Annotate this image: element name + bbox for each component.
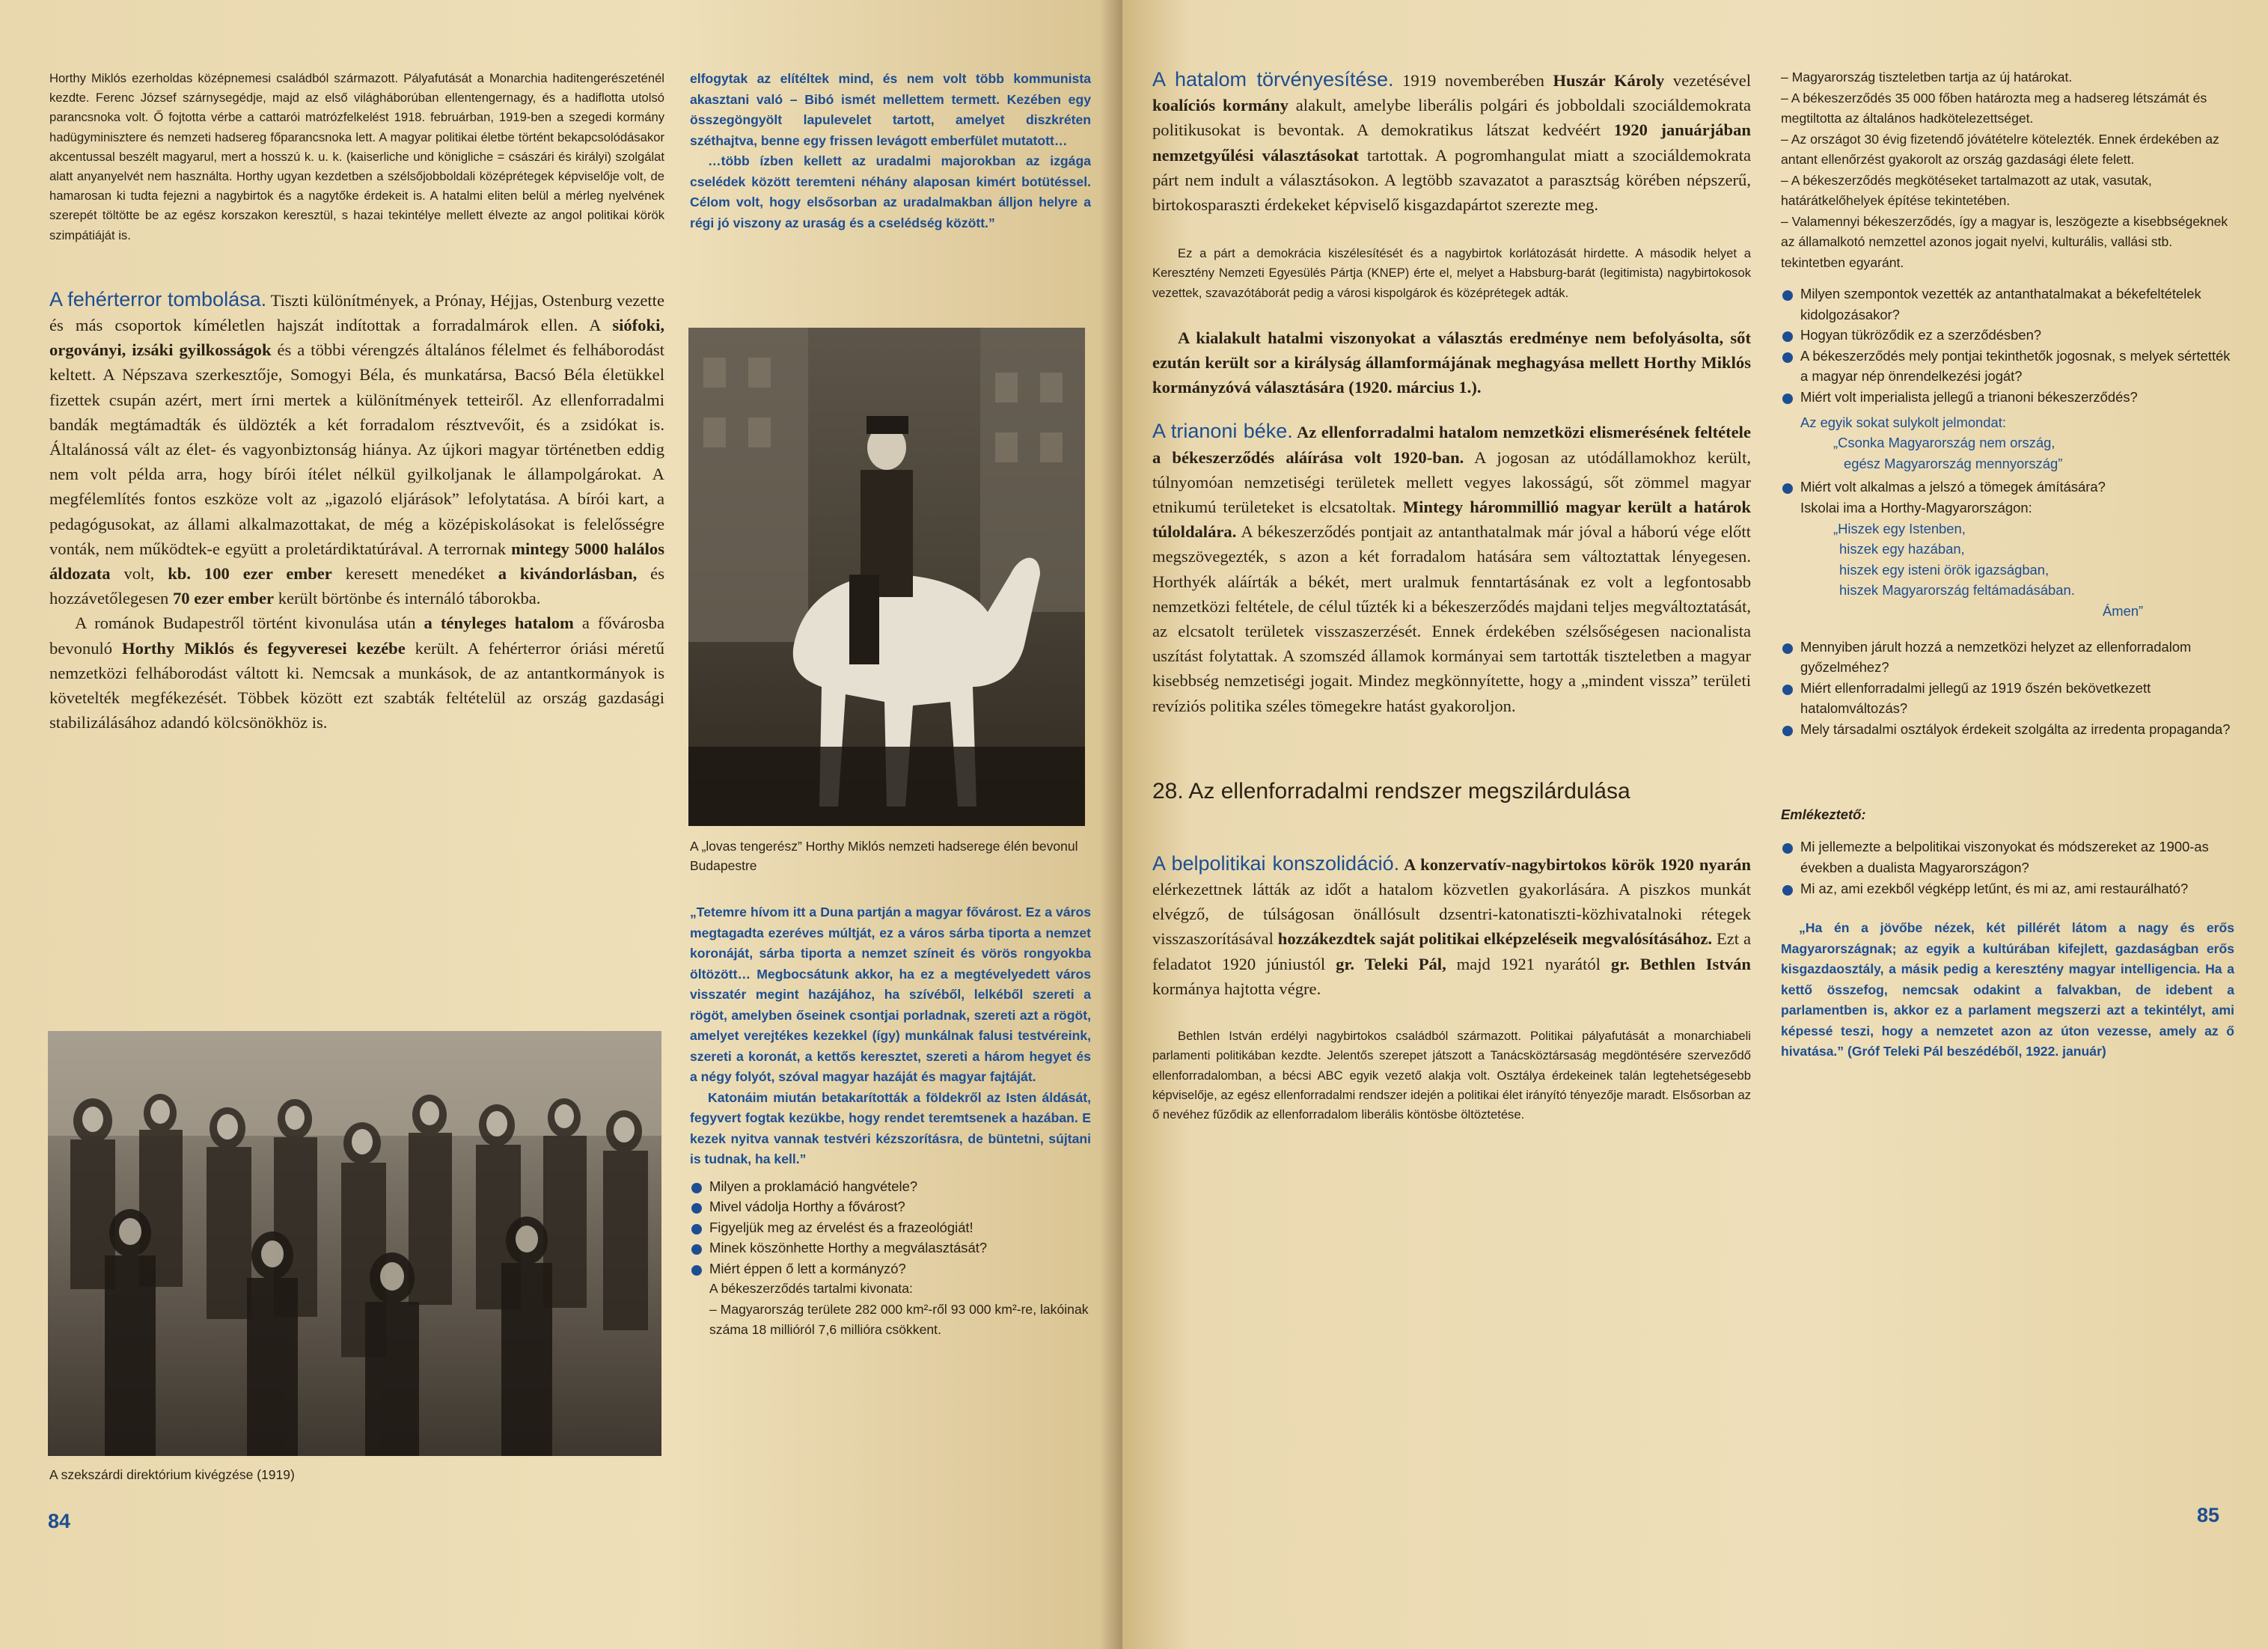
treaty-point: – Valamennyi békeszerződés, így a magyar is, leszögezte a kisebbségeknek az államalkotó nemzettel azonos jogait nyelvi, kulturális, vallási stb. tekintetben egyaránt. bbox=[1781, 213, 2228, 270]
bold-run: 1920 januárjában nemzetgyűlési választásokat bbox=[1152, 120, 1751, 165]
prayer-block bbox=[1781, 498, 2234, 622]
question-item: Mi jellemezte a belpolitikai viszonyokat és módszereket az 1900-as években a dualista Magyarországon? bbox=[1781, 836, 2234, 878]
right-side-column bbox=[1781, 67, 2234, 1062]
bold-run: A konzervatív-nagybirtokos körök 1920 nyarán bbox=[1399, 854, 1751, 874]
text-run: vezetésével bbox=[1664, 71, 1752, 90]
text-run: Tiszti különítmények, a Prónay, Héjjas, Ostenburg vezette és más csoportok kíméletlen hajszát indítottak a forradalmárok ellen. A bbox=[49, 290, 664, 335]
question-item: Hogyan tükröződik ez a szerződésben? bbox=[1781, 325, 2234, 346]
text-run: kormánya hajtotta végre. bbox=[1152, 979, 1321, 998]
bold-run: gr. Bethlen István bbox=[1610, 954, 1752, 973]
bold-run: kb. 100 ezer ember bbox=[168, 564, 332, 584]
bethlen-biography: Bethlen István erdélyi nagybirtokos családból származott. Politikai pályafutását a monarchiabeli parlamenti politikában kezdte. Jelentős szerepet játszott a Tanácsköztársaság megdöntésére szerveződő ellenforradalomban, a bécsi ABC egyik vezető alakja volt. Osztálya érdekeinek talán legtehetségesebb képviselője, az egész ellenforradalmi rendszer idején a politikai élet irányító tényezője maradt. Elsősorban az ő nevéhez fűződik az ellenforradalom liberális köntösbe öltöztetése. bbox=[1152, 1029, 1751, 1122]
bold-run: a tényleges hatalom bbox=[424, 614, 574, 633]
text-run: majd 1921 nyarától bbox=[1446, 954, 1611, 973]
prayer-amen: Ámen” bbox=[2103, 602, 2144, 619]
right-main-column bbox=[1152, 67, 1751, 1125]
bold-run: siófoki, orgoványi, izsáki gyilkosságok bbox=[49, 316, 664, 360]
question-item: Figyeljük meg az érvelést és a frazeológiát! bbox=[690, 1217, 1091, 1238]
page-number-left: 84 bbox=[48, 1510, 71, 1532]
text-run: A jogosan az utódállamokhoz került, túlnyomóan nemzetiségi területek mellett vegyes lakosságú, sőt zömmel magyar etnikumú területeket is elcsatoltak. bbox=[1152, 447, 1751, 517]
question-item: Mely társadalmi osztályok érdekeit szolgálta az irredenta propaganda? bbox=[1781, 719, 2234, 740]
reminder-title: Emlékeztető: bbox=[1781, 807, 1866, 823]
horthy-biography: Horthy Miklós ezerholdas középnemesi családból származott. Pályafutását a Monarchia haditengerészeténél kezdte. Ferenc József szárnysegédje, majd az első világháborúban ellentengernagy, és a hadiflotta utolsó parancsnoka volt. Ő fojtotta vérbe a cattarói matrózfelkelést 1918. februárban, 1919-ben a szegedi kormány hadügyminisztere és nemzeti hadsereg főparancsnoka lett. A magyar politikai életbe történt bekapcsolódásakor akcentussal beszélt magyarul, mert a hosszú k. u. k. (kaiserliche und königliche = császári és királyi) szolgálat alatt anyanyelvét nem használta. Horthy ugyan kezdetben a szélsőjobboldali középrétegek képviselője volt, de hamarosan ki tudta fejezni a nagybirtok és a nagytőke érdekeit is. A hatalmi eliten belül a mérleg nyelvének szerepét töltötte be az egész korszakon keresztül, s hazai tekintélye mellett élvezte az angol politikai körök szimpátiáját is. bbox=[49, 71, 664, 242]
question-list-3 bbox=[1781, 637, 2234, 740]
bold-run: gr. Teleki Pál, bbox=[1336, 954, 1446, 973]
slogan-block bbox=[1781, 412, 2234, 474]
text-run: került börtönbe és internáló táborokba. bbox=[274, 589, 541, 608]
prayer-intro: Iskolai ima a Horthy-Magyarországon: bbox=[1800, 499, 2032, 515]
horthy-speech: „Tetemre hívom itt a Duna partján a magyar fővárost. Ez a város megtagadta ezeréves múltját, ez a város sárba tiporta a nemzet koronáját, sárba tiporta a nemzet színeit és vörös rongyokba öltözött… Megbocsátunk akkor, ha ez a megtévelyedett város visszatér megint hazájához, ha szívéből, lelkéből szereti a rögöt, amelyben őseinek csontjai porladnak, szereti azt a rögöt, amelyet verejtékes kezekkel (így) munkálnak falusi testvéreink, szereti a koronát, a kettős keresztet, szereti a három hegyet és a négy folyót, szóval magyar hazáját és magyar fajtáját. bbox=[690, 905, 1091, 1084]
text-run: A románok Budapestről történt kivonulása után bbox=[75, 614, 424, 633]
bold-run: 70 ezer ember bbox=[172, 589, 275, 608]
slogan-line: egész Magyarország mennyország” bbox=[1844, 455, 2063, 471]
page-number-right: 85 bbox=[2197, 1504, 2220, 1526]
text-run: A békeszerződés pontjait az antanthatalmak már jóval a háború vége előtt megszövegezték, s azon a két forradalom hatására sem változtattak lényegesen. Horthyék aláírták a békét, mert uralmuk fenntartásának ez volt a legfontosabb nemzetközi feltétele, de célul tűzték ki a békeszerződés majdani teljes megváltoztatását, az elcsatolt területek visszaszerzését. Ennek érdekében szélsőségesen nacionalista uszítást folytattak. A szomszéd államok kormányai sem tartották tiszteletben a magyar kisebbség nemzetiségi jogait. Mindez megkönnyítette, hogy a „mindent vissza” területi revíziós politika széles tömegekre hatást gyakoroljon. bbox=[1152, 522, 1751, 715]
teleki-quote: „Ha én a jövőbe nézek, két pillérét látom a nagy és erős Magyarországnak; az egyik a kultúrában kifejlett, gazdaságban erős kisgazdaosztály, a másik pedig a keresztény magyar intelligencia. Ha a kettő összefog, nemcsak odakint a falvakban, de idebent a parlamentben is, akkor ez a parlament megszerzi azt a tekintélyt, ami képessé teszi, hogy a nemzetet azon az úton vezesse, amely az ő hivatása.” (Gróf Teleki Pál beszédéből, 1922. január) bbox=[1781, 920, 2234, 1059]
prayer-line: hiszek Magyarország feltámadásában. bbox=[1839, 582, 2075, 599]
kormanyzo-paragraph: A kialakult hatalmi viszonyokat a választás eredménye nem befolyásolta, sőt ezután került sor a királyság államformájának meghagyása mellett Horthy Miklós kormányzóvá választására (1920. március 1.). bbox=[1152, 328, 1751, 397]
text-run: a fővárosba bevonuló bbox=[49, 614, 664, 658]
question-item: Milyen a proklamáció hangvétele? bbox=[690, 1176, 1091, 1197]
treaty-point: – A békeszerződés megkötéseket tartalmazott az utak, vasutak, határátkelőhelyek építése tekintetében. bbox=[1781, 172, 2152, 208]
question-item: Mivel vádolja Horthy a fővárost? bbox=[690, 1196, 1091, 1217]
text-run: keresett menedéket bbox=[331, 564, 498, 584]
slogan-intro: Az egyik sokat sulykolt jelmondat: bbox=[1800, 414, 2006, 430]
question-slogan bbox=[1781, 477, 2234, 498]
right-page bbox=[1122, 0, 2268, 1649]
prayer-lines bbox=[1800, 518, 2234, 622]
p1-runs bbox=[49, 291, 664, 608]
section-title-feherterror: A fehérterror tombolása. bbox=[49, 287, 267, 310]
photo-horthy-caption: A „lovas tengerész” Horthy Miklós nemzeti hadserege élén bevonul Budapestre bbox=[690, 839, 1078, 873]
question-item: Minek köszönhette Horthy a megválasztását? bbox=[690, 1237, 1091, 1258]
question-item: Milyen szempontok vezették az antanthatalmakat a békefeltételek kidolgozásakor? bbox=[1781, 284, 2234, 325]
trianon-paragraph bbox=[1152, 419, 1751, 718]
photo-execution-caption: A szekszárdi direktórium kivégzése (1919) bbox=[49, 1467, 295, 1482]
section-title-hatalom: A hatalom törvényesítése. bbox=[1152, 68, 1394, 91]
horthy-speech-2: Katonáim miután betakarították a földekről az Isten áldását, fegyvert fogtak kezükbe, hogy rendet teremtsenek a hazában. E kezek nyitva vannak testvéri kézszorításra, de büntetni, sújtani is tudnak, ha kell.” bbox=[690, 1089, 1091, 1166]
bold-run: Mintegy hárommillió magyar került a határok túloldalára. bbox=[1152, 498, 1751, 542]
treaty-points bbox=[1781, 67, 2234, 273]
bold-run: Horthy Miklós és fegyveresei kezébe bbox=[122, 638, 406, 658]
p3-runs bbox=[1152, 71, 1751, 214]
p4-runs bbox=[1152, 423, 1751, 715]
text-run: és hozzávetőlegesen bbox=[49, 564, 664, 608]
slogan-line: „Csonka Magyarország nem ország, bbox=[1833, 435, 2055, 451]
treaty-intro: A békeszerződés tartalmi kivonata: bbox=[709, 1281, 913, 1297]
section-title-trianon: A trianoni béke. bbox=[1152, 420, 1293, 443]
bold-run: a kivándorlásban, bbox=[498, 564, 638, 584]
photo-execution-image bbox=[48, 1031, 661, 1456]
treaty-point-area: – Magyarország területe 282 000 km²-ről 93 000 km²-re, lakóinak száma 18 millióról 7,6 millióra csökkent. bbox=[709, 1301, 1089, 1338]
photo-horthy-horse-image bbox=[688, 328, 1085, 826]
bold-run: mintegy 5000 halálos áldozata bbox=[49, 539, 664, 584]
treaty-point: – A békeszerződés 35 000 főben határozta meg a hadsereg létszámát és megtiltotta az általános hadkötelezettséget. bbox=[1781, 90, 2207, 126]
bold-run: Huszár Károly bbox=[1553, 71, 1665, 90]
text-run: és a többi vérengzés általános félelmet és felháborodást keltett. A Népszava szerkesztője, Somogyi Béla, és munkatársa, Bacsó Béla életükkel fizettek csupán azért, mert írni mertek a különítmények tetteiről. Az ellenforradalmi bandák megtámadták és üldözték a két forradalom résztvevőit, és a zsidókat is. Általánossá vált az élet- és vagyonbiztonság hiánya. Az újkori magyar történetben eddig nem volt példa arra, hogy bírói ítélet nélkül gyilkoljanak le állampolgárokat. A megfélemlítés fontos eszköze volt az „igazoló eljárások” lefolytatása. A bírói kart, a pedagógusokat, az állami alkalmazottakat, de még a középiskolásokat is felelősségre vonták, nem működtek-e együtt a proletárdiktatúrával. A terrornak bbox=[49, 340, 664, 558]
text-run: alakult, amelybe liberális polgári és jobboldali szociáldemokrata politikusokat is bevontak. A demokratikus látszat kedvéért bbox=[1152, 96, 1751, 140]
text-run: 1919 novemberében bbox=[1393, 71, 1553, 90]
question-list-4 bbox=[1781, 836, 2234, 899]
konszolidacio-paragraph bbox=[1152, 851, 1751, 1001]
question-list-1 bbox=[690, 1176, 1091, 1279]
left-main-column bbox=[49, 69, 664, 735]
question-list-2 bbox=[1781, 284, 2234, 408]
left-side-column bbox=[690, 69, 1091, 233]
photo-execution bbox=[48, 1031, 661, 1456]
text-run: került. A fehérterror óriási méretű nemzetközi felháborodást váltott ki. Nemcsak a munkások, de az antantkormányok is követelték megfékezését. Többek között ezt szabták feltételül az ország gazdasági stabilizálásához adandó kölcsönökhöz is. bbox=[49, 638, 664, 732]
p2-runs bbox=[49, 614, 664, 732]
prayer-line: hiszek egy hazában, bbox=[1839, 541, 1965, 557]
question-item: Miért volt imperialista jellegű a trianoni békeszerződés? bbox=[1781, 387, 2234, 408]
bold-run: koalíciós kormány bbox=[1152, 96, 1289, 115]
prayer-line: „Hiszek egy Istenben, bbox=[1833, 520, 1966, 536]
question-item: Mennyiben járult hozzá a nemzetközi helyzet az ellenforradalom győzelméhez? bbox=[1781, 637, 2234, 678]
question-item: Miért volt alkalmas a jelszó a tömegek ámítására? bbox=[1781, 477, 2234, 498]
prayer-line: hiszek egy isteni örök igazságban, bbox=[1839, 561, 2050, 578]
chapter-title: 28. Az ellenforradalmi rendszer megszilárdulása bbox=[1152, 778, 1630, 804]
photo-horthy-horse bbox=[688, 328, 1085, 826]
question-item: Miért ellenforradalmi jellegű az 1919 őszén bekövetkezett hatalomváltozás? bbox=[1781, 678, 2234, 719]
quote-top-2: …több ízben kellett az uradalmi majorokban az izgága cselédek között teremteni néhány alaposan kimért botütéssel. Célom volt, hogy elsősorban az uradalmakban álljon helyre a régi jó viszony az uraság és a cselédség között.” bbox=[690, 153, 1091, 230]
quote-top: elfogytak az elítéltek mind, és nem volt több kommunista akasztani való – Bibó ismét mellettem termett. Kezében egy összegöngyölt lapulevelet tartott, amelyet diszkréten széthajtva, benne egy frissen levágott emberfület mutatott… bbox=[690, 71, 1091, 148]
section-title-konszolidacio: A belpolitikai konszolidáció. bbox=[1152, 851, 1400, 875]
bold-run: hozzákezdtek saját politikai elképzeléseik megvalósításához. bbox=[1277, 929, 1713, 949]
text-run: elérkezettnek látták az időt a hatalom közvetlen gyakorlására. A piszkos munkát elvégző, de túlságosan önállósult dzsentri-katonatiszti-közhivatalnoki rétegek visszaszorításával bbox=[1152, 880, 1751, 949]
treaty-point: – Az országot 30 évig fizetendő jóvátételre kötelezték. Ennek érdekében az antant ellenőrzést gyakorolt az ország gazdasági élete felett. bbox=[1781, 131, 2219, 167]
treaty-point: – Magyarország tiszteletben tartja az új határokat. bbox=[1781, 70, 2073, 85]
question-item: A békeszerződés mely pontjai tekinthetők jogosnak, s melyek sértették a magyar nép önrendelkezési jogát? bbox=[1781, 346, 2234, 387]
bold-run: Az ellenforradalmi hatalom nemzetközi elismerésének feltétele a békeszerződés aláírása volt 1920-ban. bbox=[1152, 423, 1751, 467]
left-page bbox=[0, 0, 1122, 1649]
romanok-paragraph bbox=[49, 611, 664, 735]
p5-runs bbox=[1152, 855, 1751, 998]
text-run: Ezt a feladatot 1920 júniustól bbox=[1152, 929, 1751, 973]
hatalom-paragraph bbox=[1152, 67, 1751, 217]
question-item: Mi az, ami ezekből végképp letűnt, és mi az, ami restaurálható? bbox=[1781, 878, 2234, 899]
fehérterror-paragraph bbox=[49, 287, 664, 611]
text-run: volt, bbox=[110, 564, 168, 584]
knep-note: Ez a párt a demokrácia kiszélesítését és a nagybirtok korlátozását hirdette. A második helyet a Keresztény Nemzeti Egyesülés Pártja (KNEP) érte el, melyet a Habsburg-barát (legitimista) nagybirtokosok vezettek, szavazótáborát pedig a városi kispolgárok és középrétegek adták. bbox=[1152, 246, 1751, 300]
text-run: tartottak. A pogromhangulat miatt a szociáldemokrata párt nem indult a választásokon. A legtöbb szavazatot a parasztság körében népszerű, birtokosparaszti érdekeket képviselő kisgazdapártot szerezte meg. bbox=[1152, 145, 1751, 215]
question-item: Miért éppen ő lett a kormányzó? bbox=[690, 1258, 1091, 1279]
horthy-speech-column bbox=[690, 902, 1091, 1341]
